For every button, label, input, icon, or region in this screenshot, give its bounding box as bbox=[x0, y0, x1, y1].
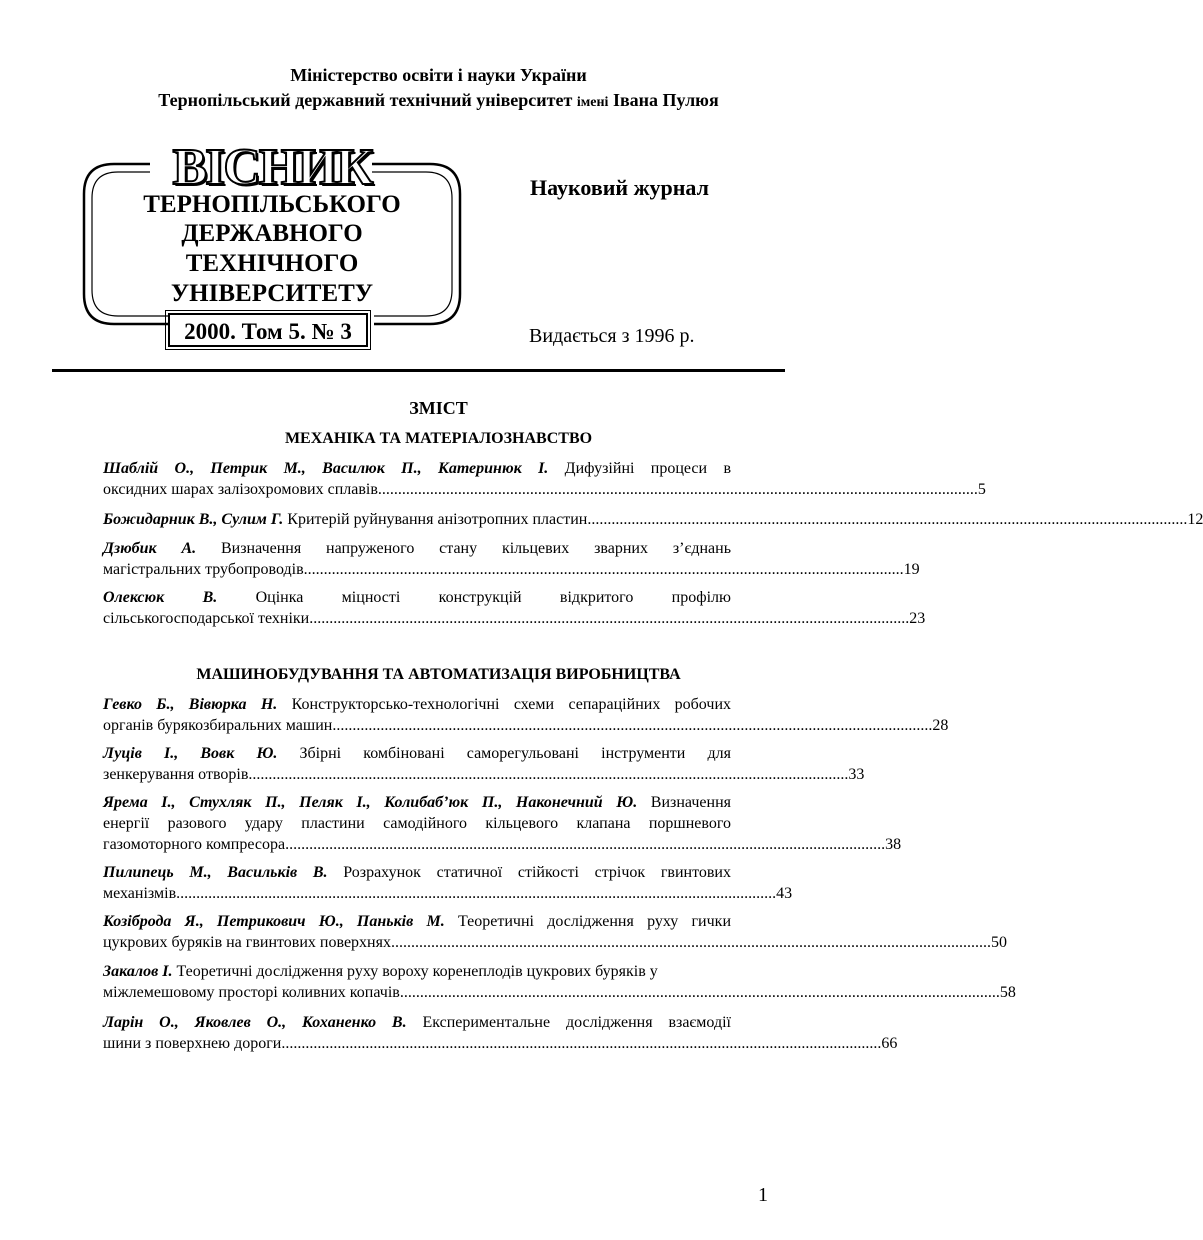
entry-title-end: міжлемешовому просторі коливних копачів bbox=[103, 984, 400, 1001]
entry-title-end: оксидних шарах залізохромових сплавів bbox=[103, 481, 378, 498]
entry-title-end: магістральних трубопроводів bbox=[103, 561, 304, 578]
entry-first-line bbox=[103, 1012, 731, 1033]
leader-dots: ...................................................................................................................................................... bbox=[176, 885, 777, 902]
entry-last-line bbox=[103, 509, 1203, 530]
leader-dots: ...................................................................................................................................................... bbox=[285, 836, 886, 853]
entry-title-start: Конструкторсько-технологічні схеми сепараційних робочих bbox=[277, 696, 732, 713]
entry-title-end: цукрових буряків на гвинтових поверхнях bbox=[103, 934, 391, 951]
leader-dots: ...................................................................................................................................................... bbox=[248, 766, 849, 783]
entry-title-end: Критерій руйнування анізотропних пластин bbox=[283, 511, 588, 528]
toc-entry[interactable] bbox=[103, 911, 1007, 953]
entry-first-line bbox=[103, 961, 731, 982]
entry-authors: Закалов І. bbox=[103, 963, 173, 980]
section-title: МЕХАНІКА ТА МАТЕРІАЛОЗНАВСТВО bbox=[284, 430, 593, 447]
entry-title-end: шини з поверхнею дороги bbox=[103, 1035, 282, 1052]
entry-title-end: зенкерування отворів bbox=[103, 766, 249, 783]
entry-authors: Гевко Б., Вівюрка Н. bbox=[103, 696, 278, 713]
leader-dots: ...................................................................................................................................................... bbox=[281, 1035, 882, 1052]
issue-label: 2000. Том 5. № 3 bbox=[168, 313, 368, 347]
leader-dots: ...................................................................................................................................................... bbox=[587, 511, 1188, 528]
entry-first-line bbox=[103, 694, 731, 715]
leader-dots: ...................................................................................................................................................... bbox=[303, 561, 904, 578]
toc-entry[interactable] bbox=[103, 458, 986, 500]
logo-line-3: ТЕХНІЧНОГО bbox=[185, 250, 359, 277]
entry-title-start: Визначення bbox=[637, 794, 732, 811]
toc-entry[interactable] bbox=[103, 743, 865, 785]
entry-first-line bbox=[103, 458, 731, 479]
entry-title-end: сільськогосподарської техніки bbox=[103, 610, 310, 627]
entry-title-start: Оцінка міцності конструкцій відкритого профілю bbox=[217, 589, 731, 606]
entry-authors: Шаблій О., Петрик М., Василюк П., Катеринюк І. bbox=[103, 460, 549, 477]
university-imeni: імені bbox=[576, 95, 609, 110]
toc-entry[interactable] bbox=[103, 792, 902, 855]
entry-authors: Ярема І., Стухляк П., Пеляк І., Колибаб’юк П., Наконечний Ю. bbox=[103, 794, 638, 811]
entry-title-end: газомоторного компресора bbox=[103, 836, 286, 853]
entry-middle-line: енергії разового удару пластини самодійного кільцевого клапана поршневого bbox=[103, 815, 731, 832]
entry-last-line bbox=[103, 715, 949, 736]
entry-authors: Божидарник В., Сулим Г. bbox=[103, 511, 284, 528]
entry-title-start: Теоретичні дослідження руху вороху коренеплодів цукрових буряків у bbox=[172, 963, 658, 980]
entry-title-start: Теоретичні дослідження руху гички bbox=[444, 913, 732, 930]
entry-page: 33 bbox=[848, 766, 865, 783]
entry-last-line bbox=[103, 608, 926, 629]
journal-logo bbox=[82, 139, 462, 352]
toc-entry[interactable] bbox=[103, 862, 793, 904]
header-divider bbox=[52, 369, 785, 372]
entry-last-line bbox=[103, 1033, 898, 1054]
entry-title-start: Дифузійні процеси в bbox=[548, 460, 732, 477]
entry-page: 19 bbox=[903, 561, 920, 578]
entry-page: 66 bbox=[881, 1035, 898, 1052]
toc-entry[interactable] bbox=[103, 1012, 898, 1054]
entry-first-line bbox=[103, 862, 731, 883]
toc-title: ЗМІСТ bbox=[409, 398, 468, 418]
leader-dots: ...................................................................................................................................................... bbox=[399, 984, 1000, 1001]
leader-dots: ...................................................................................................................................................... bbox=[309, 610, 910, 627]
entry-authors: Пилипець М., Васильків В. bbox=[103, 864, 328, 881]
entry-title-start: Збірні комбіновані саморегульовані інструменти для bbox=[277, 745, 731, 762]
entry-title-end: механізмів bbox=[103, 885, 177, 902]
leader-dots: ...................................................................................................................................................... bbox=[377, 481, 978, 498]
entry-last-line bbox=[103, 479, 986, 500]
entry-page: 38 bbox=[885, 836, 902, 853]
entry-last-line bbox=[103, 764, 865, 785]
published-since: Видається з 1996 р. bbox=[529, 325, 695, 347]
entry-page: 5 bbox=[977, 481, 986, 498]
entry-authors: Луців І., Вовк Ю. bbox=[103, 745, 278, 762]
entry-page: 50 bbox=[990, 934, 1007, 951]
entry-authors: Ларін О., Яковлев О., Коханенко В. bbox=[103, 1014, 407, 1031]
entry-first-line bbox=[103, 743, 731, 764]
entry-first-line bbox=[103, 792, 731, 813]
entry-authors: Дзюбик А. bbox=[103, 540, 197, 557]
toc-entry[interactable] bbox=[103, 961, 1016, 1003]
entry-last-line bbox=[103, 834, 902, 855]
entry-last-line bbox=[103, 883, 793, 904]
university-name: Тернопільський державний технічний університет bbox=[158, 90, 573, 110]
entry-page: 12 bbox=[1187, 511, 1203, 528]
entry-title-start: Визначення напруженого стану кільцевих зварних з’єднань bbox=[196, 540, 731, 557]
leader-dots: ...................................................................................................................................................... bbox=[332, 717, 933, 734]
entry-page: 23 bbox=[909, 610, 926, 627]
entry-first-line bbox=[103, 587, 731, 608]
entry-title-start: Розрахунок статичної стійкості стрічок гвинтових bbox=[327, 864, 731, 881]
logo-title: ВІСНИК bbox=[172, 139, 372, 196]
entry-authors: Козіброда Я., Петрикович Ю., Паньків М. bbox=[103, 913, 445, 930]
page-number: 1 bbox=[758, 1184, 768, 1206]
entry-title-end: органів бурякозбиральних машин bbox=[103, 717, 333, 734]
entry-first-line bbox=[103, 911, 731, 932]
entry-last-line bbox=[103, 559, 920, 580]
university-namesake: Івана Пулюя bbox=[612, 90, 719, 110]
entry-last-line bbox=[103, 982, 1016, 1003]
section-title: МАШИНОБУДУВАННЯ ТА АВТОМАТИЗАЦІЯ ВИРОБНИЦТВА bbox=[196, 666, 681, 683]
entry-last-line bbox=[103, 932, 1007, 953]
logo-line-4: УНІВЕРСИТЕТУ bbox=[170, 280, 374, 307]
entry-authors: Олексюк В. bbox=[103, 589, 218, 606]
entry-title-full bbox=[103, 509, 587, 530]
toc-entry[interactable] bbox=[103, 587, 926, 629]
entry-first-line bbox=[103, 538, 731, 559]
journal-type: Науковий журнал bbox=[530, 175, 709, 200]
university-heading bbox=[0, 89, 877, 114]
toc-entry[interactable] bbox=[103, 694, 949, 736]
logo-line-2: ДЕРЖАВНОГО bbox=[181, 220, 363, 247]
ministry-heading: Міністерство освіти і науки України bbox=[290, 65, 587, 85]
leader-dots: ...................................................................................................................................................... bbox=[390, 934, 991, 951]
entry-page: 58 bbox=[999, 984, 1016, 1001]
entry-title-start: Експериментальне дослідження взаємодії bbox=[406, 1014, 731, 1031]
toc-entry[interactable] bbox=[103, 509, 1203, 530]
toc-entry[interactable] bbox=[103, 538, 920, 580]
logo-line-1: ТЕРНОПІЛЬСЬКОГО bbox=[143, 191, 401, 218]
entry-page: 28 bbox=[932, 717, 949, 734]
entry-page: 43 bbox=[776, 885, 793, 902]
